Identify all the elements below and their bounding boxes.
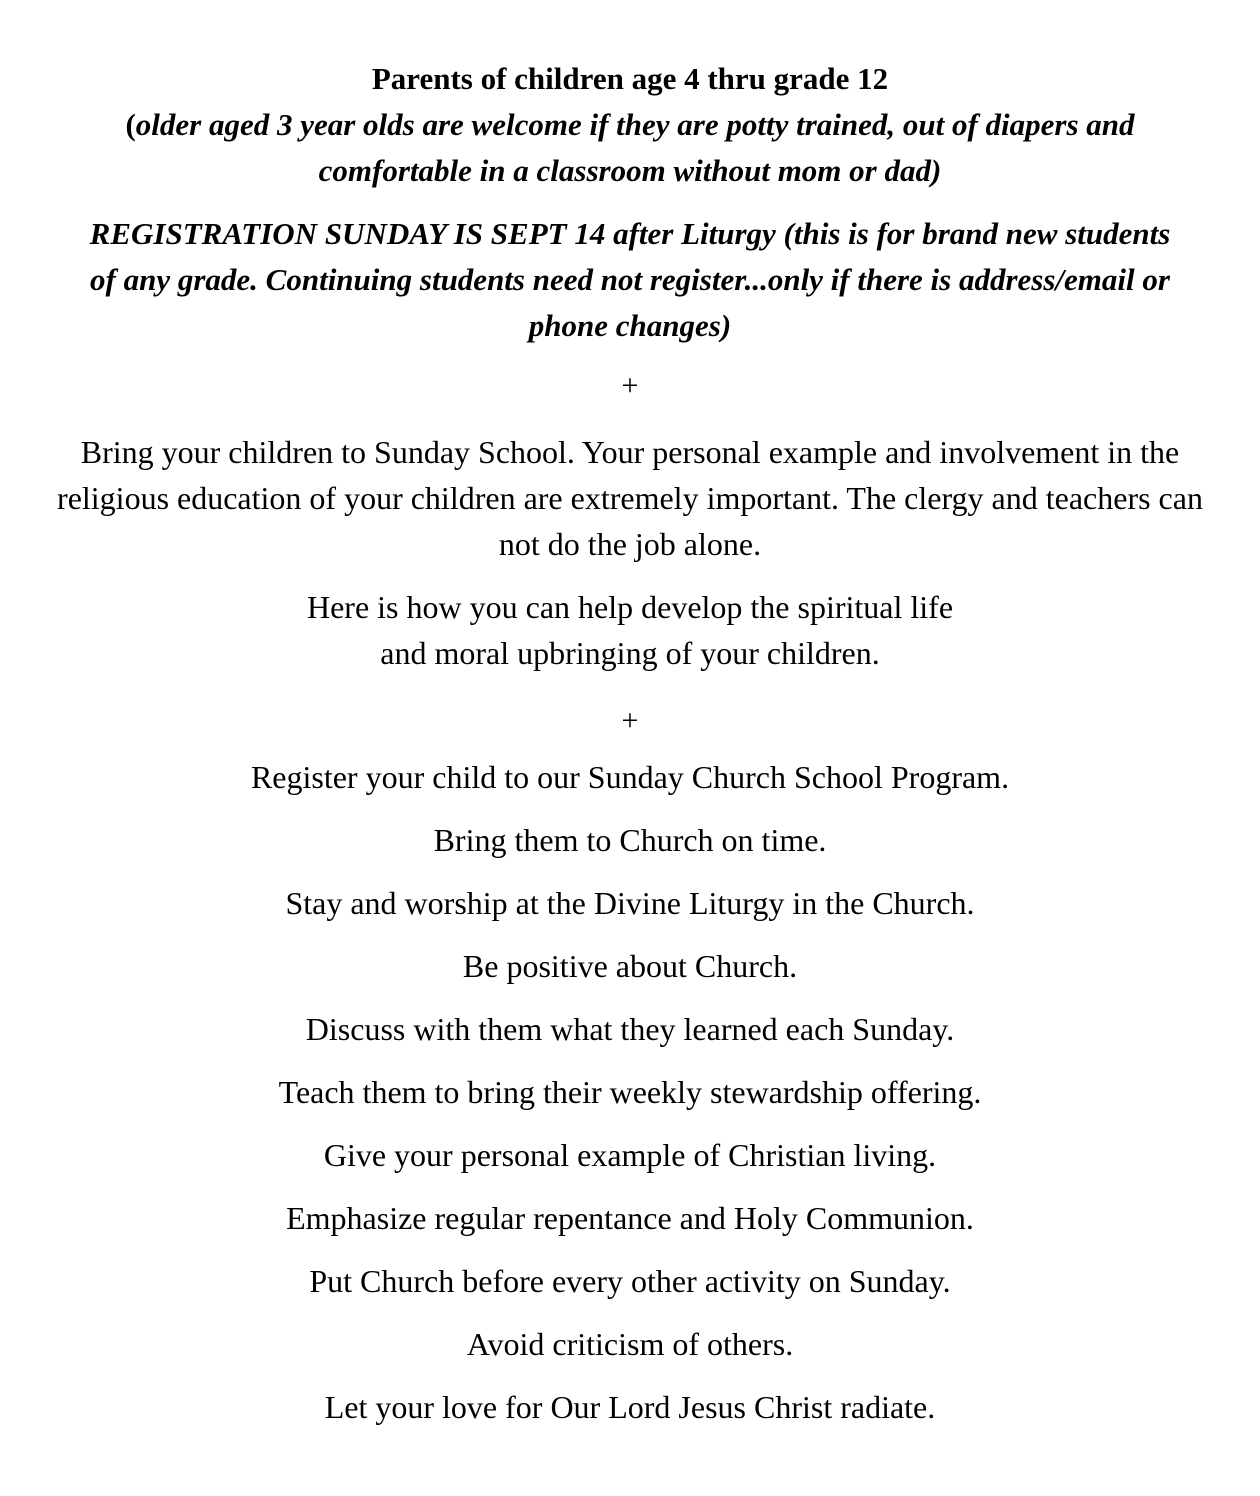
list-item: Give your personal example of Christian living. (323, 1137, 937, 1173)
list-item: Put Church before every other activity on Sunday. (309, 1263, 951, 1299)
list-item: Bring them to Church on time. (433, 822, 827, 858)
help-line-2: and moral upbringing of your children. (380, 635, 880, 671)
list-item: Register your child to our Sunday Church School Program. (250, 759, 1010, 795)
list-item: Avoid criticism of others. (466, 1326, 794, 1362)
age-note-line-1 (56, 102, 1204, 148)
intro-paragraph: Bring your children to Sunday School. Your personal example and involvement in the religious education of your children are extremely important. The clergy and teachers can not do the job alone. (57, 434, 1203, 562)
list-item: Teach them to bring their weekly stewardship offering. (278, 1074, 982, 1110)
header-block (56, 56, 1204, 194)
age-note-line-2: comfortable in a classroom without mom or dad) (318, 153, 942, 188)
list-item: Let your love for Our Lord Jesus Christ radiate. (324, 1389, 936, 1425)
help-paragraph (56, 584, 1204, 676)
help-line-1: Here is how you can help develop the spiritual life (306, 589, 954, 625)
age-note-paren: ( (125, 107, 136, 142)
age-note-text-1: older aged 3 year olds are welcome if they are potty trained, out of diapers and (135, 107, 1135, 142)
cross-divider-1: + (621, 369, 639, 402)
registration-notice: REGISTRATION SUNDAY IS SEPT 14 after Liturgy (this is for brand new students of any grade. Continuing students need not register...only if there is address/email or phone changes) (89, 216, 1171, 343)
guidance-list (56, 754, 1204, 1430)
list-item: Stay and worship at the Divine Liturgy in the Church. (285, 885, 975, 921)
list-item: Emphasize regular repentance and Holy Communion. (286, 1200, 974, 1236)
page-title: Parents of children age 4 thru grade 12 (371, 61, 889, 96)
cross-divider-2: + (621, 704, 639, 737)
list-item: Discuss with them what they learned each Sunday. (305, 1011, 955, 1047)
list-item: Be positive about Church. (462, 948, 798, 984)
